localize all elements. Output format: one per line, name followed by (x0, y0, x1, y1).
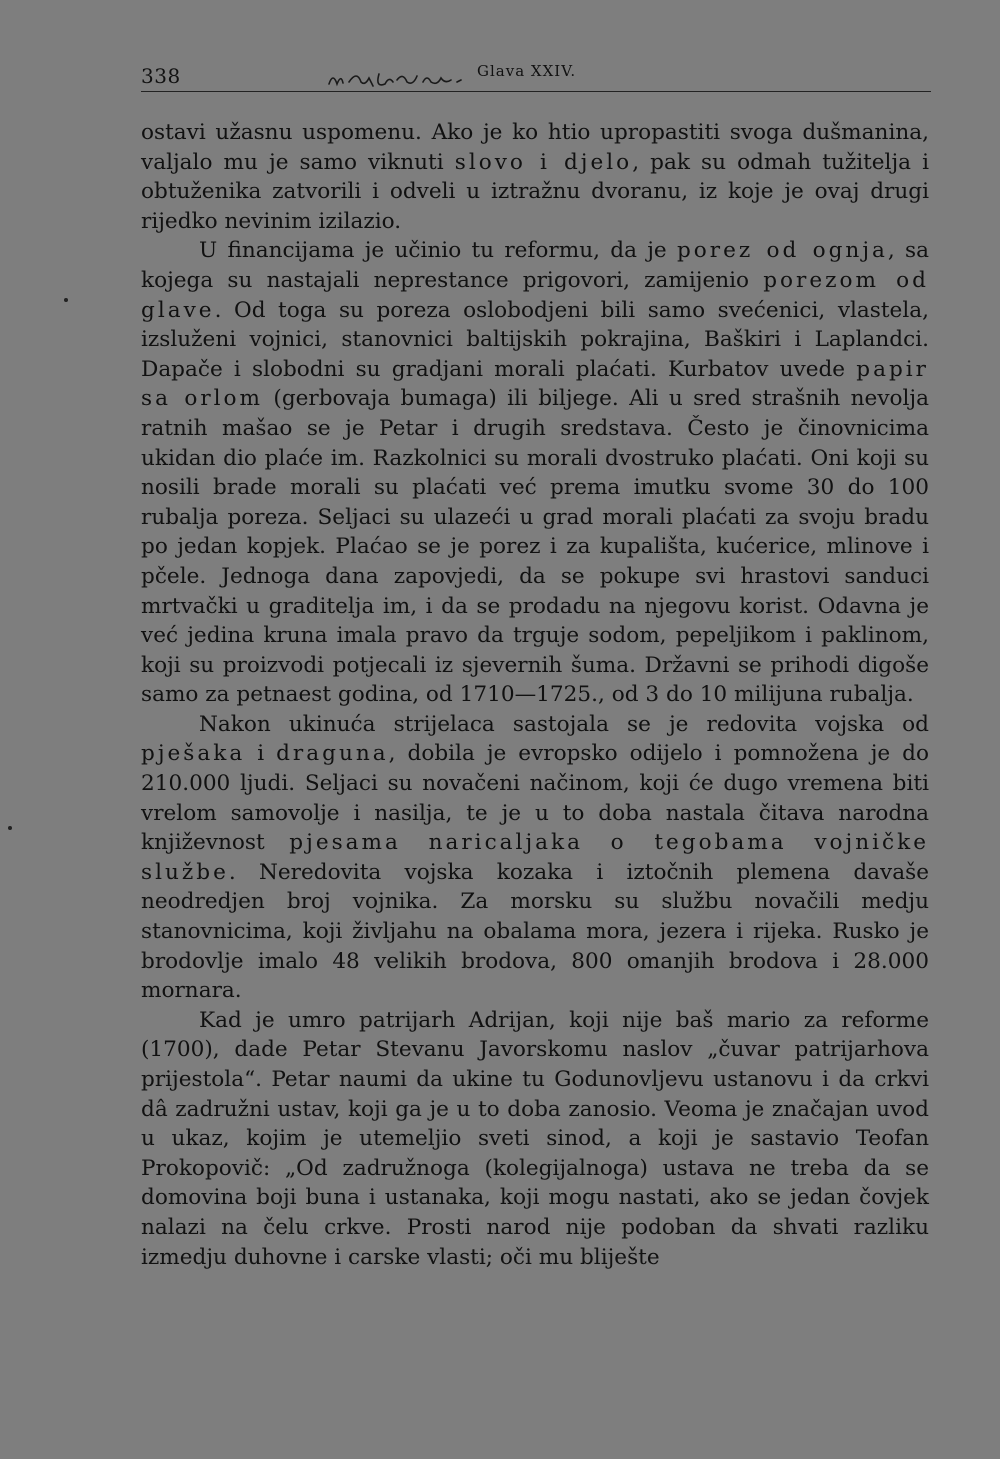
chapter-title: Glava XXIV. (477, 62, 577, 80)
page-header (141, 58, 931, 92)
text-run: ostavi užasnu uspomenu. Ako je ko htio upropastiti svoga dušmanina, valjalo mu je samo viknuti (141, 120, 929, 175)
text-run: (gerbovaja bumaga) ili biljege. Ali u sred strašnih nevolja ratnih mašao se je Petar i drugih sredstava. Često je činovnicima ukidan dio plaće im. Razkolnici su morali dvostruko plaćati. Oni koji su nosili brade morali su plaćati već prema imutku svome 30 do 100 rubalja poreza. Seljaci su ulazeći u grad morali plaćati za svoju bradu po jedan kopjek. Plaćao se je porez i za kupališta, kućerice, mlinove i pčele. Jednoga dana zapovjedi, da se pokupe svi hrastovi sanduci mrtvački u graditelja im, i da se prodadu na njegovu korist. Odavna je već jedina kruna imala pravo da trguje sodom, pepeljikom i paklinom, koji su proizvodi potjecali iz sjevernih šuma. Državni se prihodi digoše samo za petnaest godina, od 1710—1725., od 3 do 10 milijuna rubalja. (141, 386, 930, 708)
paragraph (141, 1006, 929, 1272)
text-run: , sa kojega su nastajali neprestance prigovori, zamijenio (141, 238, 930, 293)
emphasized-spaced-text: porez od ognja (676, 238, 888, 264)
text-run: Kad je umro patrijarh Adrijan, koji nije baš mario za reforme (1700), dade Petar Stevanu Javorskomu naslov „čuvar patrijarhova prijestola“. Petar naumi da ukine tu Godunovljevu ustanovu i da crkvi dâ zadružni ustav, koji ga je u to doba zanosio. Veoma je značajan uvod u ukaz, kojim je utemeljio sveti sinod, a koji je sastavio Teofan Prokopovič: „Od zadružnoga (kolegijalnoga) ustava ne treba da se domovina boji buna i ustanaka, koji mogu nastati, ako se jedan čovjek nalazi na čelu crkve. Prosti narod nije podoban da shvati razliku izmedju duhovne i carske vlasti; oči mu bliješte (141, 1007, 929, 1270)
text-run: Nakon ukinuća strijelaca sastojala se je redovita vojska od (199, 711, 929, 737)
emphasized-spaced-text: draguna (276, 741, 389, 767)
text-run: , pak su odmah tužitelja i obtuženika zatvorili i odveli u iztražnu dvoranu, iz koje je ovaj drugi rijedko nevinim izilazio. (141, 149, 930, 234)
page-number: 338 (141, 64, 181, 88)
text-run: . Neredovita vojska kozaka i iztočnih plemena davaše neodredjen broj vojnika. Za morsku su službu novačili medju stanovnicima, koji življahu na obalama mora, jezera i rijeka. Rusko je brodovlje imalo 48 velikih brodova, 800 omanjih brodova i 28.000 mornara. (141, 859, 929, 1004)
emphasized-spaced-text: porezom od glave (141, 267, 929, 323)
paragraph (141, 710, 929, 1006)
paragraph (141, 118, 929, 236)
header-rule (141, 91, 931, 92)
margin-speck (64, 298, 68, 302)
emphasized-spaced-text: papir sa orlom (141, 356, 929, 412)
body-text (141, 118, 929, 1272)
text-run: U financijama je učinio tu reformu, da je (199, 238, 677, 264)
text-run: , dobila je evropsko odijelo i pomnožena je do 210.000 ljudi. Seljaci su novačeni načinom, koji će dugo vremena biti vrelom samovolje i nasilja, te je u to doba nastala čitava narodna književnost (141, 741, 929, 856)
emphasized-spaced-text: slovo i djelo (454, 149, 633, 175)
emphasized-spaced-text: pjesama naricaljaka o tegobama vojničke službe (141, 830, 929, 885)
margin-speck (8, 826, 12, 830)
handwritten-note-scribble (327, 68, 477, 90)
text-run: i (245, 741, 277, 767)
text-run: . Od toga su poreza oslobodjeni bili samo svećenici, vlastela, izsluženi vojnici, stanovnici baltijskih pokrajina, Baškiri i Laplandci. Dapače i slobodni su gradjani morali plaćati. Kurbatov uvede (141, 297, 929, 382)
paragraph (141, 236, 929, 710)
emphasized-spaced-text: pješaka (141, 741, 246, 767)
